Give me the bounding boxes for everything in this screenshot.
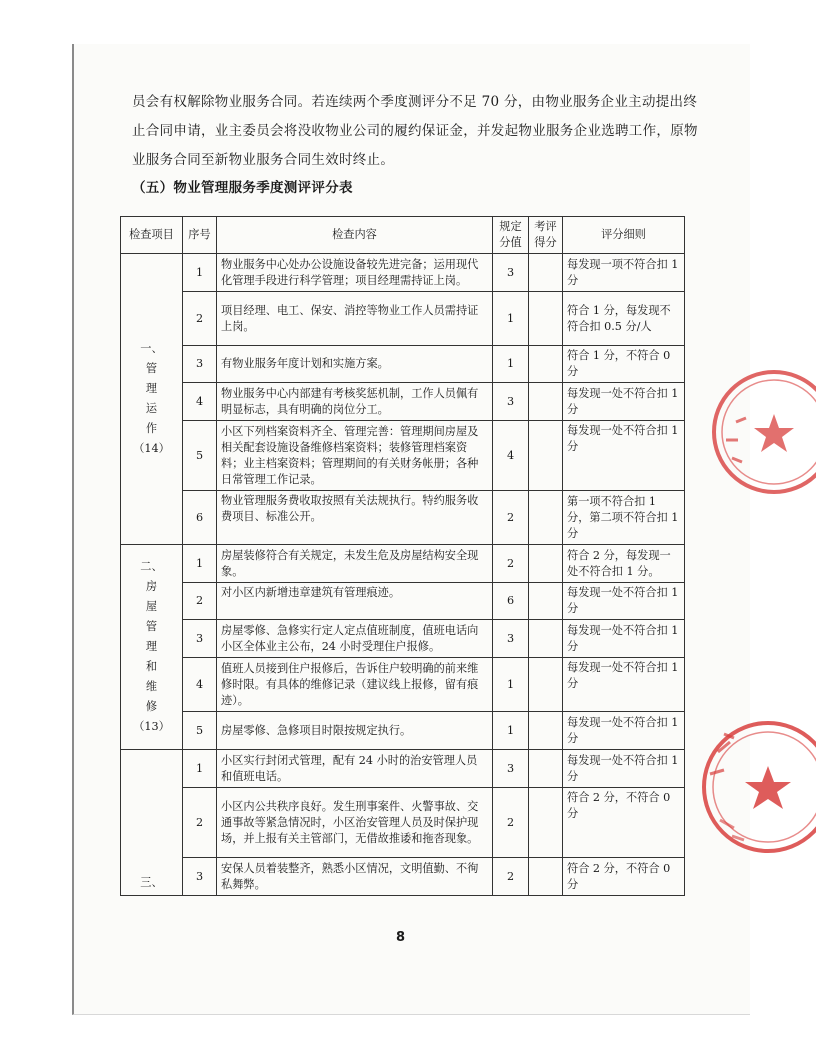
row-no: 2 xyxy=(183,788,217,858)
row-no: 4 xyxy=(183,658,217,712)
row-score xyxy=(529,254,563,292)
row-score xyxy=(529,712,563,750)
header-category: 检查项目 xyxy=(121,217,183,254)
row-content: 小区实行封闭式管理，配有 24 小时的治安管理人员和值班电话。 xyxy=(217,750,493,788)
header-score: 考评得分 xyxy=(529,217,563,254)
section-title: （五）物业管理服务季度测评评分表 xyxy=(132,180,353,196)
row-content: 房屋零修、急修项目时限按规定执行。 xyxy=(217,712,493,750)
table-row xyxy=(121,346,685,383)
row-detail: 每发现一处不符合扣 1 分 xyxy=(563,383,685,421)
row-no: 2 xyxy=(183,583,217,620)
row-content: 房屋零修、急修实行定人定点值班制度，值班电话向小区全体业主公布，24 小时受理住户报修。 xyxy=(217,620,493,658)
row-points: 1 xyxy=(493,658,529,712)
row-no: 1 xyxy=(183,750,217,788)
row-score xyxy=(529,491,563,545)
table-row xyxy=(121,712,685,750)
row-content: 值班人员接到住户报修后，告诉住户较明确的前来维修时限。有具体的维修记录（建议线上报修，留有痕迹）。 xyxy=(217,658,493,712)
table-row xyxy=(121,750,685,788)
row-content: 物业管理服务费收取按照有关法规执行。特约服务收费项目、标准公开。 xyxy=(217,491,493,545)
row-score xyxy=(529,620,563,658)
table-header-row xyxy=(121,217,685,254)
row-points: 2 xyxy=(493,545,529,583)
table-row xyxy=(121,583,685,620)
table-row xyxy=(121,620,685,658)
row-score xyxy=(529,292,563,346)
row-no: 1 xyxy=(183,545,217,583)
paragraph-line: 止合同申请，业主委员会将没收物业公司的履约保证金，并发起物业服务企业选聘工作，原物 xyxy=(132,123,698,139)
intro-paragraph xyxy=(132,88,698,175)
row-detail: 每发现一处不符合扣 1 分 xyxy=(563,750,685,788)
row-points: 1 xyxy=(493,346,529,383)
row-no: 1 xyxy=(183,254,217,292)
row-points: 2 xyxy=(493,858,529,896)
row-score xyxy=(529,421,563,491)
row-content: 项目经理、电工、保安、消控等物业工作人员需持证上岗。 xyxy=(217,292,493,346)
paragraph-line: 员会有权解除物业服务合同。若连续两个季度测评分不足 70 分，由物业服务企业主动提出终 xyxy=(132,94,698,110)
row-score xyxy=(529,658,563,712)
row-detail: 第一项不符合扣 1 分，第二项不符合扣 1 分 xyxy=(563,491,685,545)
table-row xyxy=(121,545,685,583)
row-detail: 符合 2 分，不符合 0 分 xyxy=(563,858,685,896)
row-points: 3 xyxy=(493,620,529,658)
row-detail: 符合 2 分，每发现一处不符合扣 1 分。 xyxy=(563,545,685,583)
row-detail: 每发现一项不符合扣 1 分 xyxy=(563,254,685,292)
row-content: 房屋装修符合有关规定，未发生危及房屋结构安全现象。 xyxy=(217,545,493,583)
row-detail: 每发现一处不符合扣 1 分 xyxy=(563,620,685,658)
row-no: 3 xyxy=(183,346,217,383)
table-row xyxy=(121,491,685,545)
official-seal-icon xyxy=(696,362,816,502)
paragraph-line: 业服务合同至新物业服务合同生效时终止。 xyxy=(132,152,395,168)
row-detail: 每发现一处不符合扣 1 分 xyxy=(563,658,685,712)
row-no: 4 xyxy=(183,383,217,421)
row-no: 6 xyxy=(183,491,217,545)
row-no: 5 xyxy=(183,712,217,750)
table-row xyxy=(121,788,685,858)
table-row xyxy=(121,383,685,421)
score-table xyxy=(120,216,685,896)
row-content: 小区内公共秩序良好。发生刑事案件、火警事故、交通事故等紧急情况时，小区治安管理人员及时保护现场，并上报有关主管部门，无借故推诿和拖沓现象。 xyxy=(217,788,493,858)
row-score xyxy=(529,858,563,896)
row-no: 5 xyxy=(183,421,217,491)
row-detail: 每发现一处不符合扣 1 分 xyxy=(563,712,685,750)
row-score xyxy=(529,788,563,858)
row-points: 1 xyxy=(493,712,529,750)
row-content: 对小区内新增违章建筑有管理痕迹。 xyxy=(217,583,493,620)
table-row xyxy=(121,658,685,712)
page-number: 8 xyxy=(396,930,406,945)
row-score xyxy=(529,545,563,583)
row-no: 3 xyxy=(183,858,217,896)
row-points: 3 xyxy=(493,383,529,421)
row-points: 1 xyxy=(493,292,529,346)
row-points: 2 xyxy=(493,788,529,858)
category-cell: 一、 管 理 运 作 （14） xyxy=(121,254,183,545)
row-detail: 符合 1 分，不符合 0 分 xyxy=(563,346,685,383)
row-points: 3 xyxy=(493,254,529,292)
header-detail: 评分细则 xyxy=(563,217,685,254)
row-content: 小区下列档案资料齐全、管理完善：管理期间房屋及相关配套设施设备维修档案资料；装修管理档案资料；业主档案资料；管理期间的有关财务帐册；各种日常管理工作记录。 xyxy=(217,421,493,491)
row-score xyxy=(529,583,563,620)
header-points: 规定分值 xyxy=(493,217,529,254)
table-row xyxy=(121,292,685,346)
row-no: 3 xyxy=(183,620,217,658)
row-content: 安保人员着装整齐，熟悉小区情况，文明值勤、不徇私舞弊。 xyxy=(217,858,493,896)
row-detail: 符合 1 分，每发现不符合扣 0.5 分/人 xyxy=(563,292,685,346)
category-cell: 三、 xyxy=(121,750,183,896)
row-score xyxy=(529,383,563,421)
row-points: 3 xyxy=(493,750,529,788)
row-no: 2 xyxy=(183,292,217,346)
row-points: 4 xyxy=(493,421,529,491)
row-content: 物业服务中心内部建有考核奖惩机制，工作人员佩有明显标志，具有明确的岗位分工。 xyxy=(217,383,493,421)
table-row xyxy=(121,858,685,896)
row-detail: 每发现一处不符合扣 1 分 xyxy=(563,421,685,491)
row-points: 2 xyxy=(493,491,529,545)
row-points: 6 xyxy=(493,583,529,620)
category-cell: 二、 房 屋 管 理 和 维 修 （13） xyxy=(121,545,183,750)
row-content: 有物业服务年度计划和实施方案。 xyxy=(217,346,493,383)
row-detail: 每发现一处不符合扣 1 分 xyxy=(563,583,685,620)
row-content: 物业服务中心处办公设施设备较先进完备；运用现代化管理手段进行科学管理；项目经理需持证上岗。 xyxy=(217,254,493,292)
header-content: 检查内容 xyxy=(217,217,493,254)
row-score xyxy=(529,750,563,788)
table-row xyxy=(121,254,685,292)
table-row xyxy=(121,421,685,491)
official-seal-icon xyxy=(680,712,816,862)
row-detail: 符合 2 分，不符合 0 分 xyxy=(563,788,685,858)
row-score xyxy=(529,346,563,383)
header-no: 序号 xyxy=(183,217,217,254)
